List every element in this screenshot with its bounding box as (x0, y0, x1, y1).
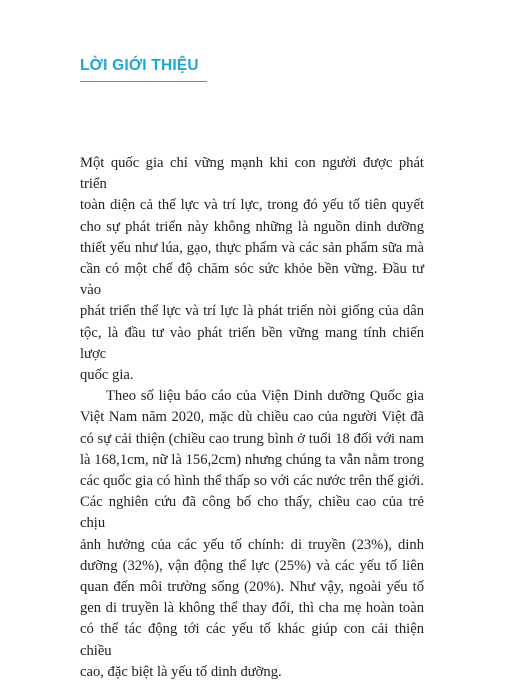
text-line: Việt Nam năm 2020, mặc dù chiều cao của người Việt đã (80, 409, 424, 426)
text-line: cần có một chế độ chăm sóc sức khỏe bền vững. Đầu tư vào (80, 261, 424, 299)
text-line: có thể tác động tới các yếu tố khác giúp con cải thiện chiều (80, 621, 424, 659)
text-line: cho sự phát triển này không những là nguồn dinh dưỡng (80, 218, 424, 235)
text-line: Một quốc gia chỉ vững mạnh khi con người được phát triển (80, 155, 424, 193)
paragraph-1 (80, 153, 424, 386)
text-line: cao, đặc biệt là yếu tố dinh dưỡng. (80, 663, 282, 680)
heading-underline (80, 81, 207, 82)
text-line: quốc gia. (80, 367, 134, 384)
text-line: dưỡng (32%), vận động thể lực (25%) và các yếu tố liên (80, 557, 424, 574)
text-line: phát triển thể lực và trí lực là phát triển nòi giống của dân (80, 303, 424, 320)
text-line: gen di truyền là không thể thay đổi, thì cha mẹ hoàn toàn (80, 600, 424, 617)
text-line: Các nghiên cứu đã công bố cho thấy, chiều cao của trẻ chịu (80, 494, 424, 532)
text-line: Theo số liệu báo cáo của Viện Dinh dưỡng Quốc gia (106, 388, 424, 405)
text-line: các quốc gia có hình thể thấp so với các nước trên thế giới. (80, 473, 424, 490)
text-line: ảnh hưởng của các yếu tố chính: di truyền (23%), dinh (80, 536, 424, 553)
page-heading: LỜI GIỚI THIỆU (80, 57, 199, 74)
text-line: thiết yếu như lúa, gạo, thực phẩm và các sản phẩm sữa mà (80, 239, 424, 256)
text-line: tộc, là đầu tư vào phát triển bền vững mang tính chiến lược (80, 324, 424, 362)
text-line: quan đến môi trường sống (20%). Như vậy, ngoài yếu tố (80, 579, 424, 596)
text-line: có sự cải thiện (chiều cao trung bình ở tuổi 18 đối với nam (80, 430, 424, 447)
text-line: là 168,1cm, nữ là 156,2cm) nhưng chúng ta vẫn nằm trong (80, 451, 424, 468)
text-line: toàn diện cả thể lực và trí lực, trong đó yếu tố tiên quyết (80, 197, 424, 214)
body-text (80, 153, 424, 683)
paragraph-2 (80, 386, 424, 683)
